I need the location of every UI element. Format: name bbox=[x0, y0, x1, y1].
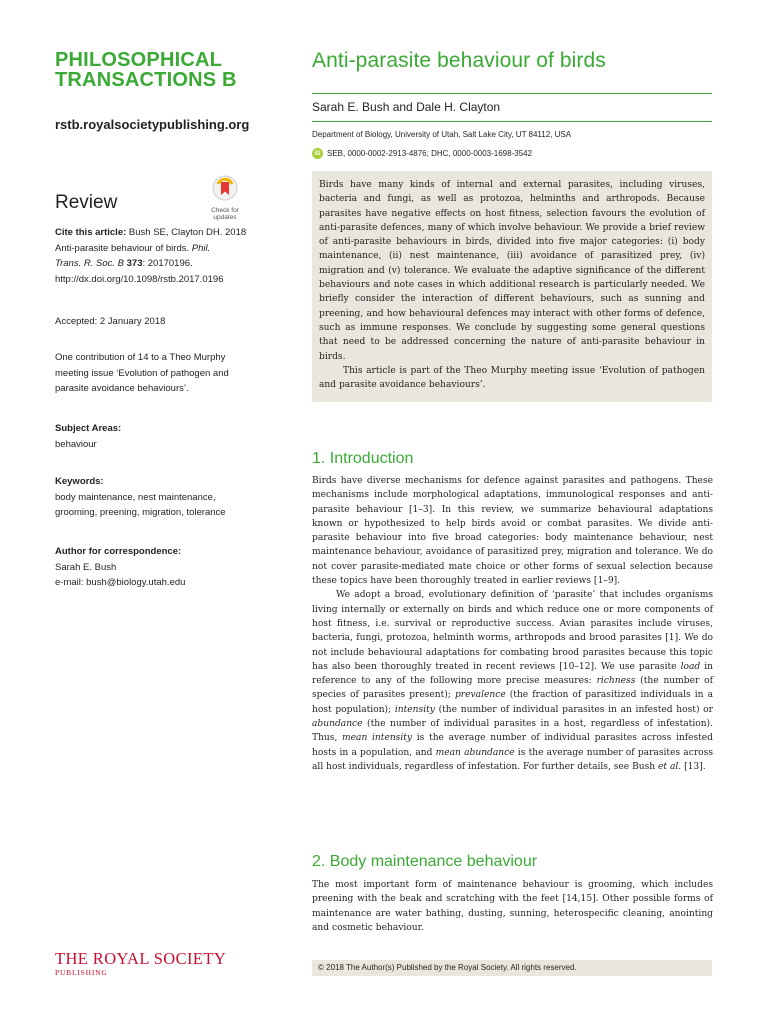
introduction-paragraph-2: We adopt a broad, evolutionary definition of ‘parasite’ that includes organisms living internally or externally on birds and which reduce one or more components of host fitness, i.e. survival or reproductive success. Avian parasites include viruses, bacteria, fungi, protozoa, helminth worms, arthropods and brood parasites [1]. We do not include behavioural adaptations for combating brood parasites because this topic has also been thoroughly treated in recent reviews [10–12]. We use parasite load in reference to any of the following more precise measures: richness (the number of species of parasites present); prevalence (the fraction of parasitized individuals in a host population); intensity (the number of individual parasites in an infested host) or abundance (the number of individual parasites in a host, regardless of infestation). Thus, mean intensity is the average number of individual parasites across infested hosts in a population, and mean abundance is the average number of parasites across all host individuals, regardless of infestation. For further details, see Bush et al. [13]. bbox=[312, 590, 714, 772]
journal-title-line2: TRANSACTIONS B bbox=[55, 69, 237, 91]
contribution-line2: meeting issue ‘Evolution of pathogen and bbox=[55, 367, 229, 379]
citation-block bbox=[55, 225, 270, 287]
contribution-note bbox=[55, 350, 270, 397]
correspondence-email[interactable]: e-mail: bush@biology.utah.edu bbox=[55, 577, 186, 589]
cite-journal-abbr2: Trans. R. Soc. B bbox=[55, 258, 124, 270]
cite-volume: 373 bbox=[126, 258, 143, 270]
abstract-panel bbox=[312, 171, 712, 402]
journal-url-link[interactable]: rstb.royalsocietypublishing.org bbox=[55, 117, 250, 132]
orcid-line bbox=[312, 148, 532, 159]
cite-article-no: : 20170196. bbox=[142, 258, 193, 270]
accepted-date: Accepted: 2 January 2018 bbox=[55, 316, 166, 327]
introduction-body bbox=[312, 474, 713, 774]
publisher-sub: PUBLISHING bbox=[55, 968, 108, 977]
journal-title-line1: PHILOSOPHICAL bbox=[55, 49, 223, 71]
cite-text2: Anti-parasite behaviour of birds. bbox=[55, 242, 190, 254]
check-updates-line2: updates bbox=[213, 214, 237, 221]
journal-title bbox=[55, 50, 275, 90]
keywords-label: Keywords: bbox=[55, 476, 104, 487]
correspondence-name: Sarah E. Bush bbox=[55, 561, 117, 573]
orcid-ids: SEB, 0000-0002-2913-4876; DHC, 0000-0003-1698-3542 bbox=[327, 149, 533, 158]
subject-areas bbox=[55, 421, 270, 452]
cite-journal-abbr1: Phil. bbox=[191, 242, 211, 254]
orcid-icon[interactable]: iD bbox=[312, 148, 323, 159]
title-divider bbox=[312, 93, 712, 94]
correspondence-label: Author for correspondence: bbox=[55, 546, 182, 557]
contribution-line1: One contribution of 14 to a Theo Murphy bbox=[55, 352, 226, 363]
section-heading-introduction: 1. Introduction bbox=[312, 450, 414, 467]
keywords-line1: body maintenance, nest maintenance, bbox=[55, 491, 216, 503]
cite-label: Cite this article: bbox=[55, 227, 127, 238]
article-type-label: Review bbox=[55, 192, 118, 213]
check-updates-line1: Check for bbox=[211, 207, 239, 214]
subject-areas-label: Subject Areas: bbox=[55, 423, 122, 434]
keywords bbox=[55, 474, 270, 521]
copyright-bar: © 2018 The Author(s) Published by the Royal Society. All rights reserved. bbox=[312, 960, 712, 976]
subject-areas-value: behaviour bbox=[55, 438, 97, 450]
cite-doi-link[interactable]: http://dx.doi.org/10.1098/rstb.2017.0196 bbox=[55, 273, 224, 285]
correspondence bbox=[55, 544, 270, 591]
contribution-line3: parasite avoidance behaviours’. bbox=[55, 383, 189, 395]
authors: Sarah E. Bush and Dale H. Clayton bbox=[312, 100, 501, 114]
cite-text1: Bush SE, Clayton DH. 2018 bbox=[126, 227, 247, 238]
bookmark-check-icon bbox=[212, 175, 238, 201]
affiliation: Department of Biology, University of Utah, Salt Lake City, UT 84112, USA bbox=[312, 130, 572, 139]
article-title: Anti-parasite behaviour of birds bbox=[312, 49, 606, 72]
royal-society-logo bbox=[55, 950, 226, 977]
body-maintenance-paragraph-1: The most important form of maintenance behaviour is grooming, which includes preening with the beak and scratching with the feet [14,15]. Other possible forms of maintenance are water bathing, dusting, sunning, heterospecific cleaning, anointing and cosmetic behaviour. bbox=[312, 880, 713, 933]
keywords-line2: grooming, preening, migration, tolerance bbox=[55, 507, 226, 519]
authors-divider bbox=[312, 121, 712, 122]
body-maintenance-body bbox=[312, 878, 713, 935]
section-heading-body-maintenance: 2. Body maintenance behaviour bbox=[312, 853, 538, 870]
abstract-paragraph: Birds have many kinds of internal and external parasites, including viruses, bacteria and fungi, as well as protozoa, helminths and arthropods. Because parasites have negative effects on host fitness, selection favours the evolution of anti-parasite defences, many of which involve behaviour. We provide a brief review of anti-parasite behaviours in birds, divided into five major categories: (i) body maintenance, (ii) nest maintenance, (iii) avoidance of parasitized prey, (iv) migration and (v) tolerance. We evaluate the adaptive significance of the different behaviours and note cases in which additional research is particularly needed. We briefly consider the interaction of different behaviours, such as sunning and preening, and how behavioural defences may interact with other forms of defence, such as immune responses. We conclude by suggesting some general questions that need to be addressed concerning the nature of anti-parasite behaviour in birds. bbox=[319, 180, 705, 362]
abstract-issue-note: This article is part of the Theo Murphy meeting issue ‘Evolution of pathogen and parasite avoidance behaviours’. bbox=[319, 365, 705, 391]
introduction-paragraph-1: Birds have diverse mechanisms for defence against parasites and pathogens. These mechanisms include morphological adaptations, immunological responses and anti-parasite behaviour [1–3]. In this review, we summarize behavioural adaptations known or hypothesized to help birds avoid or combat parasites. We divide anti-parasite behaviour into five broad categories: body maintenance behaviour, nest maintenance behaviour, avoidance of parasitized prey, migration and tolerance. We do not cover parasite-mediated mate choice or other forms of sexual selection because these topics have been thoroughly treated in earlier reviews [1–9]. bbox=[312, 476, 713, 587]
check-for-updates-button[interactable] bbox=[202, 175, 248, 221]
publisher-name: THE ROYAL SOCIETY bbox=[55, 949, 227, 968]
